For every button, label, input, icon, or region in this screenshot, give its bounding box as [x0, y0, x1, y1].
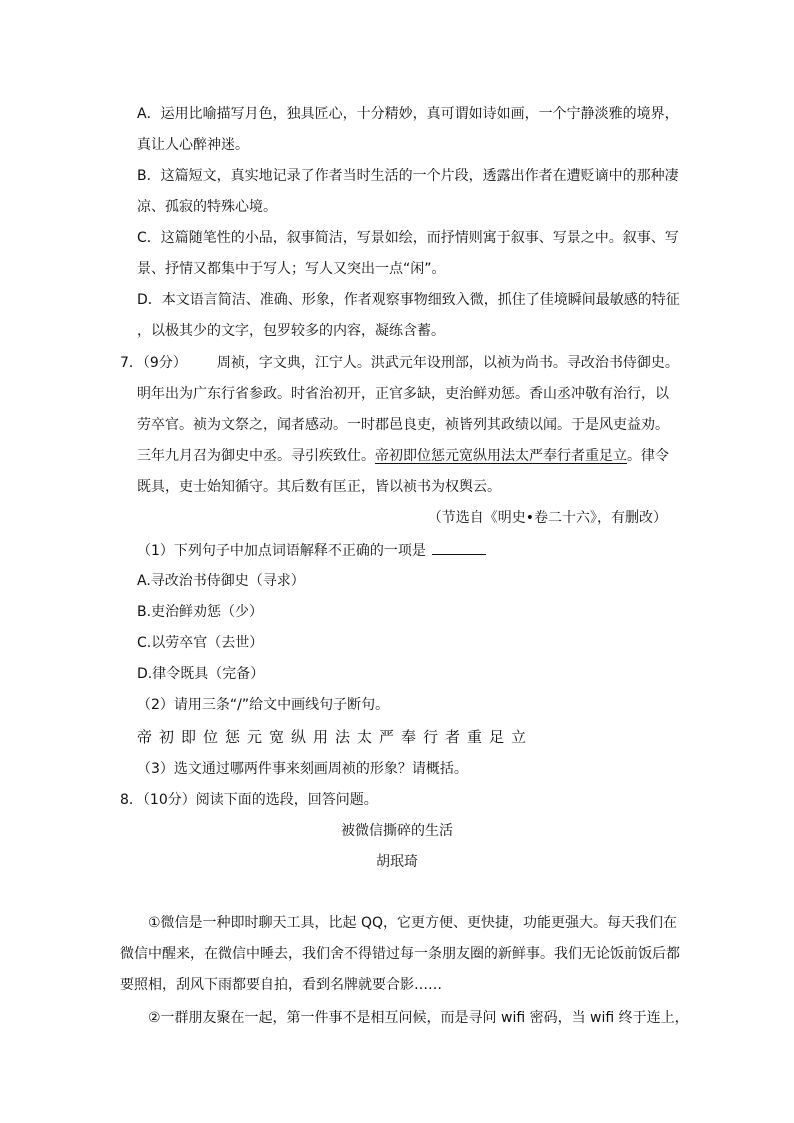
option-d-line-1: D．本文语言简洁、准确、形象，作者观察事物细致入微，抓住了佳境瞬间最敏感的特征 [137, 292, 680, 308]
paragraph-1-line-1: ①微信是一种即时聊天工具，比起 QQ，它更方便、更快捷，功能更强大。每天我们在 [148, 915, 678, 931]
sub-question-1-text: （1）下列句子中加点词语解释不正确的一项是 [137, 543, 426, 559]
sub1-option-c: C.以劳卒官（去世） [137, 635, 264, 651]
option-b-line-1: B．这篇短文，真实地记录了作者当时生活的一个片段，透露出作者在遭贬谪中的那种凄 [137, 168, 679, 184]
passage-line-1: 周祯，字文典，江宁人。洪武元年设刑部，以祯为尚书。寻改治书侍御史。 [216, 355, 679, 371]
passage-line-4-text: 三年九月召为御史中丞。寻引疾致仕。 [137, 448, 375, 464]
sub1-option-a: A.寻改治书侍御史（寻求） [137, 573, 305, 589]
sub-question-2: （2）请用三条“/”给文中画线句子断句。 [137, 697, 390, 713]
article-author: 胡珉琦 [376, 854, 418, 870]
option-a-line-2: 真让人心醉神迷。 [137, 137, 249, 153]
passage-line-4-tail: 。律令 [627, 448, 669, 464]
option-a-line-1: A．运用比喻描写月色，独具匠心，十分精妙，真可谓如诗如画，一个宁静淡雅的境界， [137, 106, 679, 122]
sub1-option-b: B.吏治鲜劝惩（少） [137, 604, 264, 620]
sub-question-1 [137, 540, 486, 561]
passage-line-5: 既具，吏士始知循守。其后数有匡正，皆以祯书为权舆云。 [137, 479, 501, 495]
underlined-sentence: 帝初即位惩元宽纵用法太严奉行者重足立 [375, 448, 627, 464]
question-7-header [120, 353, 679, 373]
passage-line-2: 明年出为广东行省参政。时省治初开，正官多缺，吏治鲜劝惩。香山丞冲敬有治行，以 [137, 386, 669, 402]
passage-line-3: 劳卒官。祯为文祭之，闻者感动。一时郡邑良吏，祯皆列其政绩以闻。于是风吏益劝。 [137, 417, 669, 433]
sub-question-3: （3）选文通过哪两件事来刻画周祯的形象？请概括。 [137, 761, 468, 777]
option-b-line-2: 凉、孤寂的特殊心境。 [137, 199, 277, 215]
sub-question-2-sentence: 帝初即位惩元宽纵用法太严奉行者重足立 [137, 728, 534, 746]
answer-blank[interactable] [432, 540, 486, 555]
paragraph-1-line-2: 微信中醒来，在微信中睡去，我们舍不得错过每一条朋友圈的新鲜事。我们无论饭前饭后都 [120, 946, 680, 962]
question-7-number: 7．（9分） [120, 355, 187, 371]
article-title: 被微信撕碎的生活 [341, 823, 453, 839]
option-c-line-1: C．这篇随笔性的小品，叙事简洁，写景如绘，而抒情则寓于叙事、写景之中。叙事、写 [137, 230, 679, 246]
option-c-line-2: 景、抒情又都集中于写人；写人又突出一点“闲”。 [137, 261, 446, 277]
option-d-line-2: ，以极其少的文字，包罗较多的内容，凝练含蓄。 [137, 323, 445, 339]
paragraph-1-line-3: 要照相，刮风下雨都要自拍，看到名牌就要合影…… [120, 977, 442, 993]
passage-source: （节选自《明史•卷二十六》，有删改） [427, 510, 667, 526]
question-8-header: 8．（10分）阅读下面的选段，回答问题。 [120, 792, 378, 808]
paragraph-2-line-1: ②一群朋友聚在一起，第一件事不是相互问候，而是寻问 wifi 密码，当 wifi 终于连上， [148, 1010, 689, 1026]
sub1-option-d: D.律令既具（完备） [137, 666, 265, 682]
passage-line-4 [137, 446, 669, 466]
